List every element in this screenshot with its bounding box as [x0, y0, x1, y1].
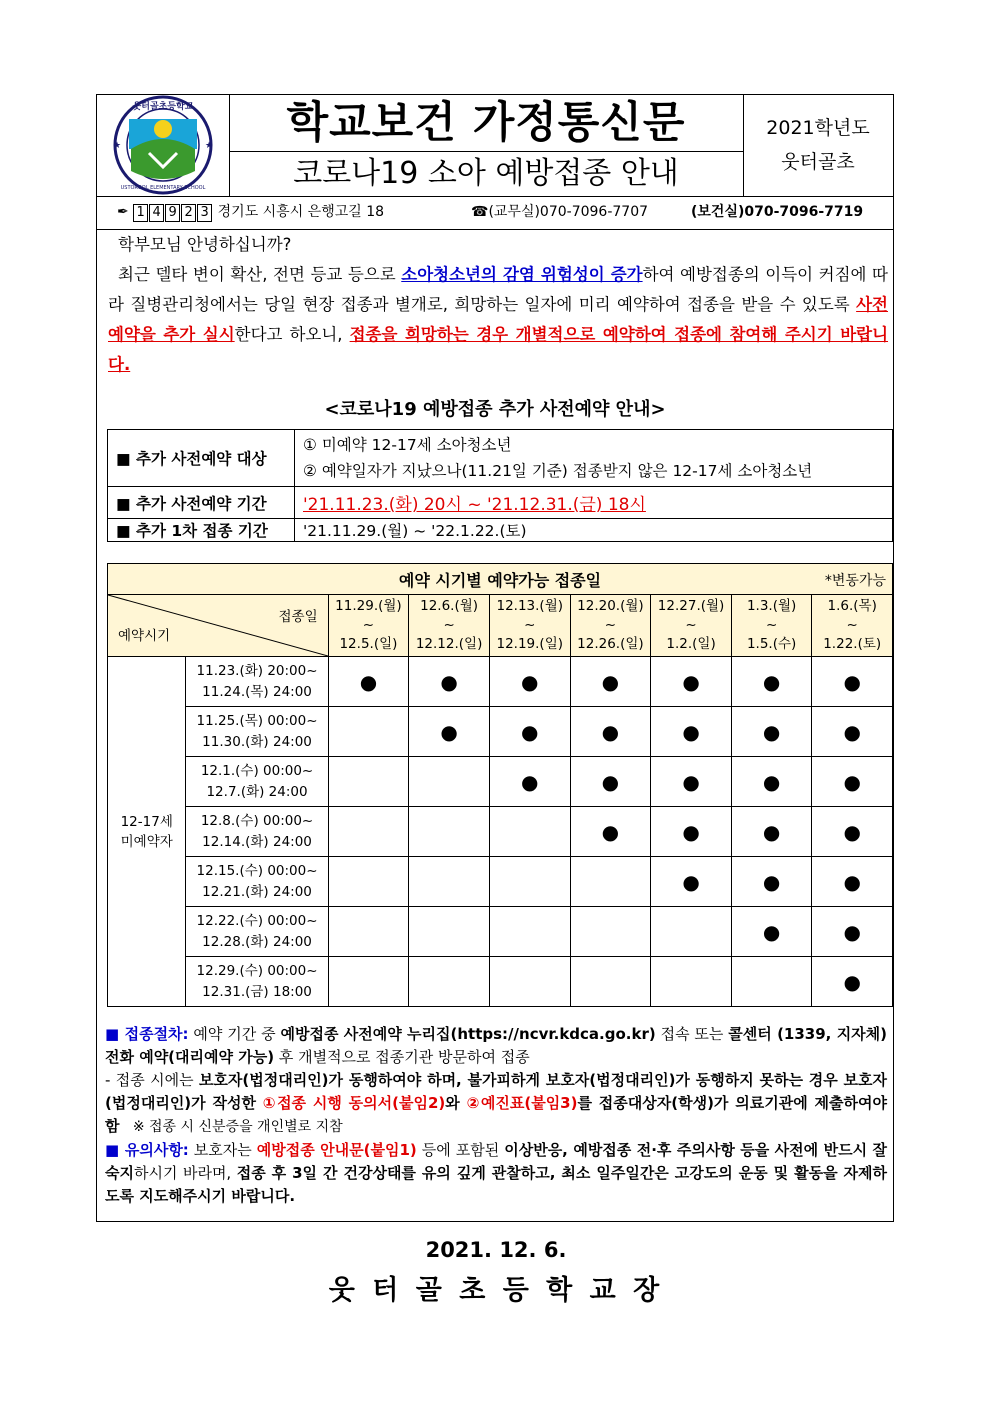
intro-paragraph: 최근 델타 변이 확산, 전면 등교 등으로 소아청소년의 감염 위험성이 증가하여 예방접종의 이득이 커짐에 따라 질병관리청에서는 당일 현장 접종과 별개로, 희망하는 일자에 미리 예약하여 접종을 받을 수 있도록 사전 예약을 추가 실시한다고 하오니, 접종을 희망하는 경우 개별적으로 예약하여 접종에 참여해 주시기 바랍니다. — [108, 265, 889, 374]
period-value: '21.11.23.(화) 20시 ~ '21.12.31.(금) 18시 — [295, 487, 893, 519]
street-address: 경기도 시흥시 은행고길 18 — [217, 204, 385, 220]
availability-cell — [570, 807, 651, 857]
column-header-5: 12.27.(월) ~ 1.2.(일) — [651, 595, 732, 657]
corner-bottom: 예약시기 — [118, 628, 171, 644]
availability-cell — [570, 757, 651, 807]
available-dot: ● — [359, 669, 378, 694]
availability-cell — [812, 757, 893, 807]
column-header-4: 12.20.(월) ~ 12.26.(일) — [570, 595, 651, 657]
available-dot: ● — [762, 669, 781, 694]
health-room-phone: (보건실)070-7096-7719 — [691, 204, 864, 220]
availability-cell — [570, 857, 651, 907]
intro-text — [108, 230, 888, 380]
table-row — [108, 430, 893, 487]
issue-date: 2021. 12. 6. — [425, 1238, 567, 1262]
vaccination-period-label: ■ 추가 1차 접종 기간 — [108, 519, 295, 542]
section-title: <코로나19 예방접종 추가 사전예약 안내> — [324, 399, 666, 420]
available-dot: ● — [682, 669, 700, 694]
availability-cell — [489, 807, 570, 857]
reservation-period: 12.22.(수) 00:00~ 12.28.(화) 24:00 — [186, 907, 328, 957]
table-row — [108, 807, 893, 857]
availability-cell — [651, 907, 732, 957]
available-dot: ● — [601, 769, 620, 794]
available-dot: ● — [843, 969, 861, 994]
column-header-7: 1.6.(목) ~ 1.22.(토) — [812, 595, 893, 657]
pen-icon: ✒ — [117, 204, 129, 220]
availability-cell — [409, 957, 490, 1007]
address — [117, 196, 384, 229]
reservation-period: 12.29.(수) 00:00~ 12.31.(금) 18:00 — [186, 957, 328, 1007]
available-dot: ● — [601, 719, 620, 744]
reservation-info-table — [107, 429, 893, 542]
availability-cell — [328, 757, 409, 807]
available-dot: ● — [521, 769, 539, 794]
office-phone: ☎(교무실)070-7096-7707 — [471, 204, 649, 220]
year-block — [743, 95, 893, 196]
notes — [105, 1023, 887, 1208]
available-dot: ● — [843, 919, 861, 944]
column-header-1: 11.29.(월) ~ 12.5.(일) — [328, 595, 409, 657]
availability-cell — [651, 857, 732, 907]
reservation-period: 11.23.(화) 20:00~ 11.24.(목) 24:00 — [186, 657, 328, 707]
vaccination-period-value: '21.11.29.(월) ~ '22.1.22.(토) — [295, 519, 893, 542]
availability-cell — [489, 757, 570, 807]
schedule-header-row — [108, 595, 893, 657]
available-dot: ● — [682, 869, 700, 894]
corner-header — [108, 595, 329, 657]
available-dot: ● — [843, 769, 861, 794]
change-note: *변동가능 — [824, 573, 886, 589]
school-year: 2021학년도 — [766, 117, 870, 139]
availability-cell — [570, 957, 651, 1007]
schedule-title-text: 예약 시기별 예약가능 접종일 — [398, 570, 602, 590]
address-bar — [97, 196, 893, 230]
title-block — [229, 95, 744, 196]
column-header-6: 1.3.(월) ~ 1.5.(수) — [731, 595, 811, 657]
available-dot: ● — [843, 869, 861, 894]
available-dot: ● — [843, 719, 861, 744]
schedule-title — [108, 564, 893, 595]
reservation-period: 11.25.(목) 00:00~ 11.30.(화) 24:00 — [186, 707, 328, 757]
table-row — [108, 957, 893, 1007]
available-dot: ● — [762, 769, 781, 794]
availability-cell — [489, 707, 570, 757]
available-dot: ● — [682, 719, 700, 744]
table-row — [108, 857, 893, 907]
availability-cell — [570, 907, 651, 957]
availability-cell — [651, 757, 732, 807]
greeting: 학부모님 안녕하십니까? — [118, 235, 292, 254]
available-dot: ● — [762, 819, 781, 844]
availability-cell — [731, 807, 811, 857]
corner-top: 접종일 — [278, 609, 318, 625]
document-frame — [96, 94, 894, 1222]
availability-cell — [328, 707, 409, 757]
availability-cell — [489, 907, 570, 957]
table-row — [108, 707, 893, 757]
availability-cell — [812, 807, 893, 857]
available-dot: ● — [601, 669, 620, 694]
table-row — [108, 657, 893, 707]
availability-cell — [489, 857, 570, 907]
column-header-2: 12.6.(월) ~ 12.12.(일) — [409, 595, 490, 657]
available-dot: ● — [682, 769, 700, 794]
available-dot: ● — [762, 919, 781, 944]
availability-cell — [731, 907, 811, 957]
available-dot: ● — [521, 669, 539, 694]
page-title: 학교보건 가정통신문 — [229, 95, 743, 152]
svg-text:★: ★ — [205, 141, 214, 151]
availability-cell — [409, 907, 490, 957]
availability-cell — [812, 857, 893, 907]
availability-cell — [731, 757, 811, 807]
available-dot: ● — [762, 869, 781, 894]
schedule-title-row — [108, 564, 893, 595]
school-emblem-icon — [97, 95, 229, 196]
availability-cell — [731, 857, 811, 907]
page-subtitle: 코로나19 소아 예방접종 안내 — [293, 156, 679, 191]
available-dot: ● — [601, 819, 620, 844]
svg-text:웃터골초등학교: 웃터골초등학교 — [132, 102, 194, 112]
table-row — [108, 907, 893, 957]
available-dot: ● — [521, 719, 539, 744]
reservation-period: 12.1.(수) 00:00~ 12.7.(화) 24:00 — [186, 757, 328, 807]
svg-text:USTORGOL ELEMENTARY SCHOOL: USTORGOL ELEMENTARY SCHOOL — [120, 185, 206, 191]
availability-cell — [651, 957, 732, 1007]
table-row — [108, 519, 893, 542]
availability-cell — [409, 707, 490, 757]
availability-cell — [409, 657, 490, 707]
request-highlight: 접종을 희망하는 경우 개별적으로 예약하여 접종에 참여해 주시기 바랍니다. — [108, 325, 889, 374]
available-dot: ● — [843, 669, 861, 694]
column-header-3: 12.13.(월) ~ 12.19.(일) — [489, 595, 570, 657]
procedure-note: ■ 접종절차: 예약 기간 중 예방접종 사전예약 누리집(https://ncvr.kdca.go.kr) 접속 또는 콜센터 (1339, 지자체) 전화 예약(대리예약 가능) 후 개별적으로 접종기관 방문하여 접종 — [105, 1025, 888, 1066]
availability-cell — [651, 657, 732, 707]
available-dot: ● — [440, 719, 458, 744]
caution-note: ■ 유의사항: 보호자는 예방접종 안내문(붙임1) 등에 포함된 이상반응, 예방접종 전·후 주의사항 등을 사전에 반드시 잘 숙지하시기 바라며, 접종 후 3일 간 건강상태를 유의 깊게 관찰하고, 최소 일주일간은 고강도의 운동 및 활동을 자제하도록 지도해주시기 바랍니다. — [105, 1141, 888, 1205]
availability-cell — [731, 707, 811, 757]
guardian-note: - 접종 시에는 보호자(법정대리인)가 동행하여야 하며, 불가피하게 보호자(법정대리인)가 동행하지 못하는 경우 보호자(법정대리인)가 작성한 ①접종 시행 동의서(붙임2)와 ②예진표(붙임3)를 접종대상자(학생)가 의료기관에 제출하여야 함 ※ 접종 시 신분증을 개인별로 지참 — [105, 1071, 888, 1135]
school-logo — [97, 95, 230, 196]
availability-cell — [489, 657, 570, 707]
reservation-highlight: 사전 예약을 추가 실시 — [108, 295, 888, 344]
availability-cell — [812, 957, 893, 1007]
available-dot: ● — [440, 669, 458, 694]
available-dot: ● — [762, 719, 781, 744]
availability-cell — [651, 807, 732, 857]
availability-cell — [328, 957, 409, 1007]
target-value: ① 미예약 12-17세 소아청소년 ② 예약일자가 지났으나(11.21일 기준) 접종받지 않은 12-17세 소아청소년 — [295, 430, 893, 487]
availability-cell — [570, 707, 651, 757]
school-name: 웃터골초 — [781, 151, 855, 173]
availability-cell — [409, 807, 490, 857]
availability-cell — [328, 907, 409, 957]
table-row — [108, 757, 893, 807]
letter-header — [97, 95, 893, 197]
period-label: ■ 추가 사전예약 기간 — [108, 487, 295, 519]
availability-cell — [328, 807, 409, 857]
availability-cell — [651, 707, 732, 757]
group-label: 12-17세 미예약자 — [108, 657, 186, 1007]
principal-signature: 웃 터 골 초 등 학 교 장 — [328, 1275, 664, 1306]
available-dot: ● — [843, 819, 861, 844]
table-row — [108, 487, 893, 519]
target-label: ■ 추가 사전예약 대상 — [108, 430, 295, 487]
availability-cell — [731, 657, 811, 707]
risk-highlight: 소아청소년의 감염 위험성이 증가 — [401, 265, 643, 284]
availability-cell — [409, 757, 490, 807]
zip-code: 1 4 9 2 3 — [133, 204, 217, 220]
availability-cell — [812, 657, 893, 707]
availability-cell — [570, 657, 651, 707]
reservation-period: 12.15.(수) 00:00~ 12.21.(화) 24:00 — [186, 857, 328, 907]
availability-cell — [731, 957, 811, 1007]
schedule-table — [107, 563, 893, 1007]
availability-cell — [328, 657, 409, 707]
availability-cell — [812, 707, 893, 757]
availability-cell — [409, 857, 490, 907]
reservation-period: 12.8.(수) 00:00~ 12.14.(화) 24:00 — [186, 807, 328, 857]
availability-cell — [489, 957, 570, 1007]
svg-text:★: ★ — [113, 141, 122, 151]
availability-cell — [328, 857, 409, 907]
available-dot: ● — [682, 819, 700, 844]
availability-cell — [812, 907, 893, 957]
